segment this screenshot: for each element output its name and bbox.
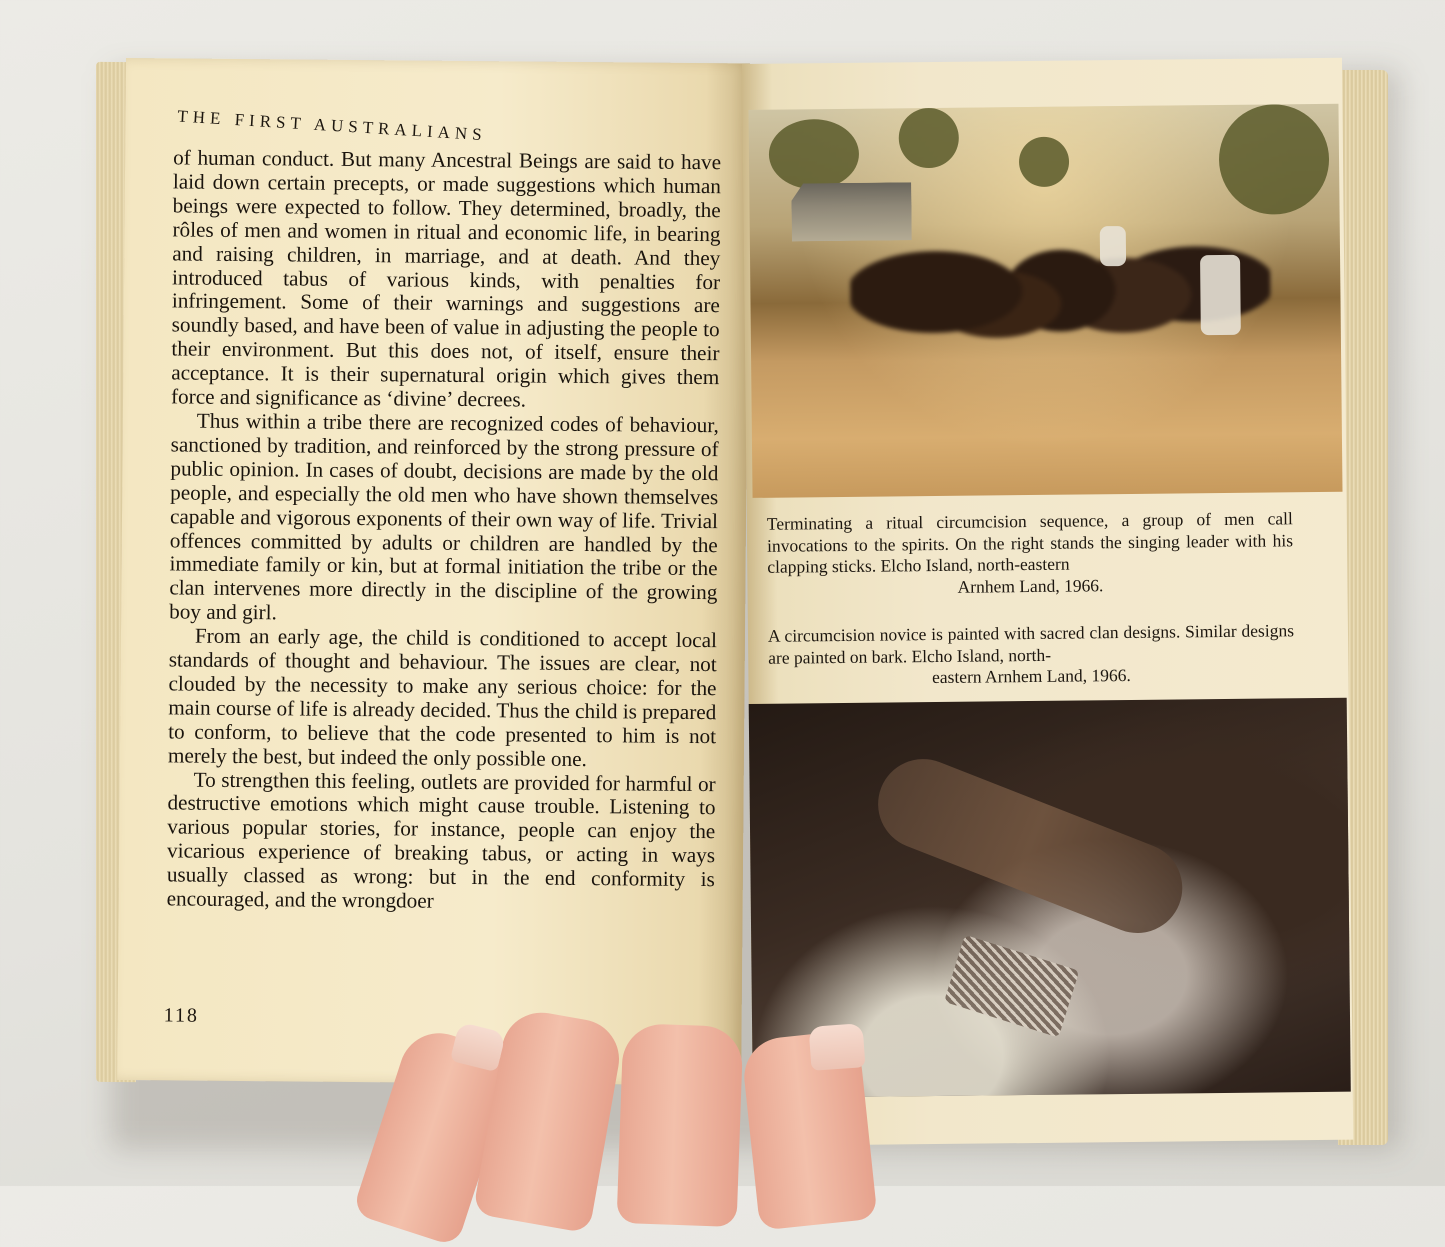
paragraph: From an early age, the child is conditioned to accept local standards of thought and behaviour. The issues are clear, not clouded by the necessity to make any serious choice: for the main course of life is already decided. Thus the child is prepared to conform, to believe that the code presented to him is not merely the best, but indeed the only possible one.: [167, 623, 718, 771]
photo-caption-bottom: A circumcision novice is painted with sacred clan designs. Similar designs are painted on bark. Elcho Island, north- eastern Arnhem Land, 1966.: [767, 620, 1295, 688]
hand-holding-book: [380, 1005, 880, 1205]
paragraph: To strengthen this feeling, outlets are provided for harmful or destructive emotions which might cause trouble. Listening to various popular stories, for instance, people can enjoy the vicarious experience of breaking tabus, or acting in ways usually classed as wrong: but in the end conformity is encouraged, and the wrongdoer: [166, 767, 716, 913]
clan-design-image: [944, 935, 1079, 1038]
ceremony-group-photo: [748, 104, 1342, 498]
page-number: 118: [163, 1004, 200, 1027]
body-text: [167, 146, 722, 916]
photo-caption-top: Terminating a ritual circumcision sequence, a group of men call invocations to the spirits. On the right stands the singing leader with his clapping sticks. Elcho Island, north-eastern Arnhem Land, 1966.: [766, 508, 1294, 597]
running-head: THE FIRST AUSTRALIANS: [176, 106, 488, 145]
paragraph: of human conduct. But many Ancestral Beings are said to have laid down certain precepts, or made suggestions which human beings were expected to follow. They determined, broadly, the rôles of men and women in ritual and economic life, in bearing and raising children, in marriage, and at death. And they introduced tabus of various kinds, with penalties for infringement. Some of their warnings and suggestions are soundly based, and have been of value in adjusting the people to their environment. But this does not, of itself, ensure their acceptance. It is their supernatural origin which gives them force and significance as ‘divine’ decrees.: [170, 145, 722, 412]
right-page: [742, 58, 1353, 1146]
left-page: [117, 58, 750, 1085]
paragraph: Thus within a tribe there are recognized codes of behaviour, sanctioned by tradition, and reinforced by the strong pressure of public opinion. In cases of doubt, decisions are made by the old people, and especially the old men who have shown themselves capable and vigorous exponents of their own way of life. Trivial offences committed by adults or children are handled by the immediate family or kin, but at formal initiation the tribe or the clan intervenes more directly in the discipline of the growing boy and girl.: [169, 408, 719, 625]
